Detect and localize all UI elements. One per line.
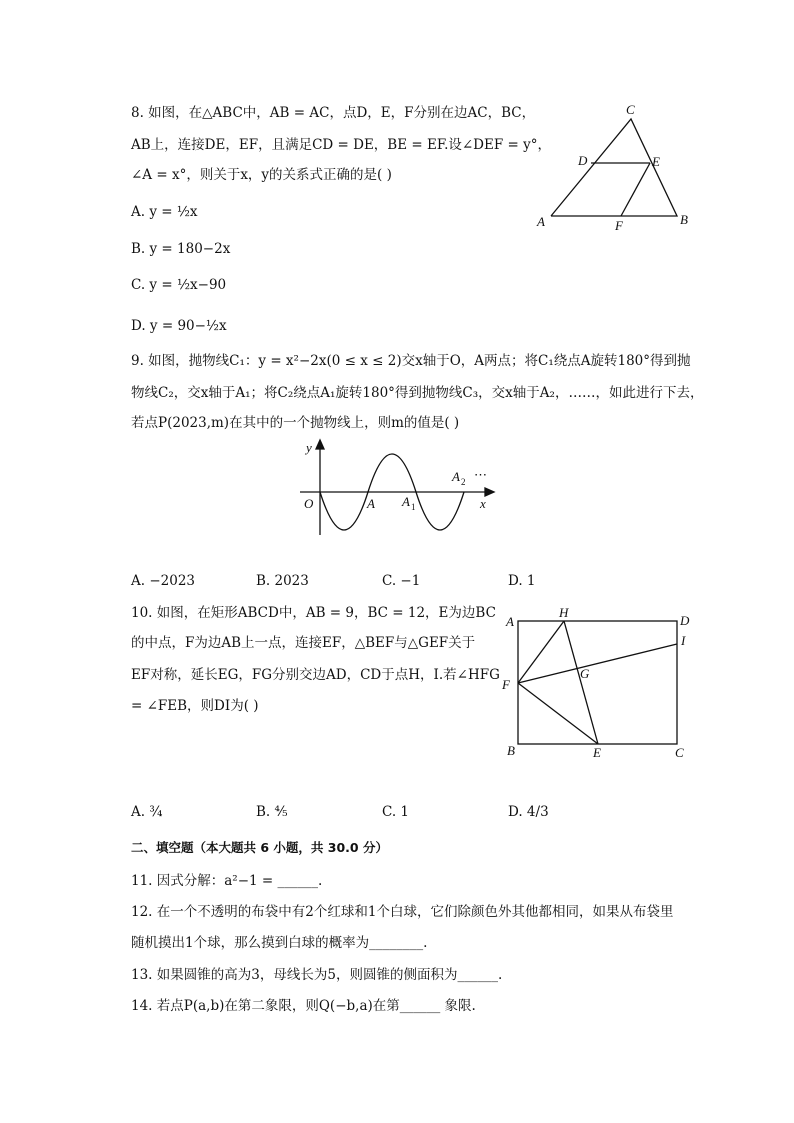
q12-line-2: 随机摸出1个球，那么摸到白球的概率为________. <box>131 935 428 951</box>
q9-label-x: x <box>480 496 486 511</box>
q10-line-1: 10. 如图，在矩形ABCD中，AB = 9，BC = 12，E为边BC <box>131 605 496 621</box>
q10-label-h: H <box>559 605 569 620</box>
q10-line-3: EF对称，延长EG，FG分别交边AD，CD于点H，I.若∠HFG <box>131 667 500 683</box>
q9-label-a2-sub: 2 <box>461 477 466 487</box>
q8-label-c: C <box>626 102 635 117</box>
q10-label-e: E <box>593 745 601 760</box>
q10-option-d[interactable]: D. 4/3 <box>508 804 549 820</box>
q10-label-c: C <box>675 745 684 760</box>
q9-line-1: 9. 如图，抛物线C₁：y = x²−2x(0 ≤ x ≤ 2)交x轴于O，A两点；将C₁绕点A旋转180°得到抛 <box>131 353 691 369</box>
q9-line-2: 物线C₂，交x轴于A₁；将C₂绕点A₁旋转180°得到抛物线C₃，交x轴于A₂，……，如此进行下去， <box>131 385 704 401</box>
q9-label-a1-sub: 1 <box>411 502 416 512</box>
q8-option-c[interactable]: C. y = ½x−90 <box>131 277 227 293</box>
q8-label-f: F <box>615 218 623 233</box>
q9-option-b[interactable]: B. 2023 <box>256 573 309 589</box>
q9-option-c[interactable]: C. −1 <box>382 573 421 589</box>
q8-label-b: B <box>680 212 688 227</box>
q8-option-a[interactable]: A. y = ½x <box>131 204 198 220</box>
q10-label-d: D <box>680 613 690 628</box>
q8-label-a: A <box>537 214 545 229</box>
q9-line-3: 若点P(2023,m)在其中的一个抛物线上，则m的值是( ) <box>131 415 460 431</box>
q10-label-a: A <box>506 614 514 629</box>
q9-label-o: O <box>304 496 314 511</box>
q9-label-y: y <box>306 440 312 455</box>
q10-option-c[interactable]: C. 1 <box>382 804 410 820</box>
q10-line-4: = ∠FEB，则DI为( ) <box>131 698 259 714</box>
q10-label-f: F <box>502 677 510 692</box>
q9-label-dots: ⋯ <box>474 467 487 482</box>
q10-option-b[interactable]: B. ⅘ <box>256 804 288 820</box>
q8-line-1: 8. 如图，在△ABC中，AB = AC，点D，E，F分别在边AC，BC， <box>131 105 536 121</box>
q10-option-a[interactable]: A. ¾ <box>131 804 163 820</box>
q12-line-1: 12. 在一个不透明的布袋中有2个红球和1个白球，它们除颜色外其他都相同，如果从布袋里 <box>131 904 674 920</box>
q8-line-2: AB上，连接DE，EF，且满足CD = DE，BE = EF.设∠DEF = y°， <box>131 137 552 153</box>
q10-label-g: G <box>580 666 590 681</box>
q8-option-d[interactable]: D. y = 90−½x <box>131 318 227 334</box>
q10-label-i: I <box>681 633 686 648</box>
q9-label-a2: A <box>452 469 460 484</box>
q14-text: 14. 若点P(a,b)在第二象限，则Q(−b,a)在第______ 象限. <box>131 998 476 1014</box>
q8-label-e: E <box>652 154 660 169</box>
q10-line-2: 的中点，F为边AB上一点，连接EF，△BEF与△GEF关于 <box>131 635 476 651</box>
q8-option-b[interactable]: B. y = 180−2x <box>131 241 231 257</box>
q9-label-a: A <box>367 496 375 511</box>
q8-label-d: D <box>578 153 588 168</box>
q13-text: 13. 如果圆锥的高为3，母线长为5，则圆锥的侧面积为______. <box>131 967 503 983</box>
section-2-title: 二、填空题（本大题共 6 小题，共 30.0 分） <box>131 840 388 855</box>
q9-option-a[interactable]: A. −2023 <box>131 573 195 589</box>
q10-label-b: B <box>507 743 515 758</box>
q8-line-3: ∠A = x°，则关于x，y的关系式正确的是( ) <box>131 167 392 183</box>
q9-option-d[interactable]: D. 1 <box>508 573 536 589</box>
q9-label-a1: A <box>402 494 410 509</box>
q11-text: 11. 因式分解：a²−1 = ______. <box>131 873 323 889</box>
